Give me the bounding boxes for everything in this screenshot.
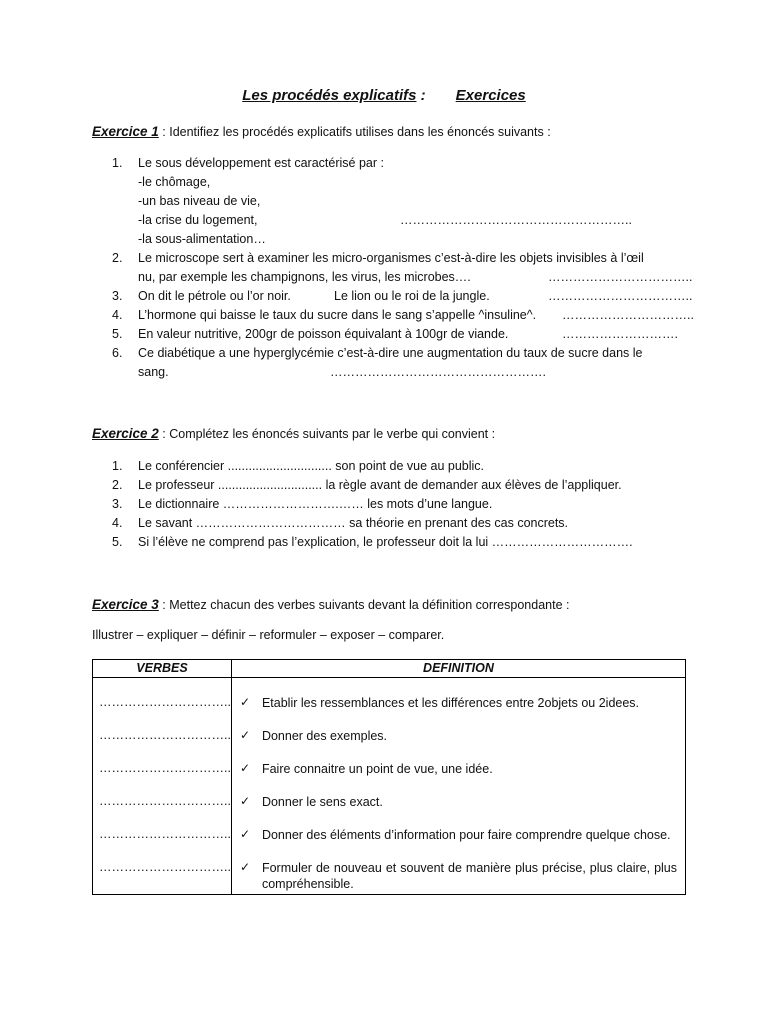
verb-blank: ………………………….. bbox=[93, 843, 232, 895]
checkmark-icon: ✓ bbox=[239, 728, 251, 742]
list-item: 1. Le conférencier .............................. son point de vue au public. bbox=[112, 459, 485, 473]
verb-blank: ………………………….. bbox=[93, 744, 232, 777]
exercise-1-list bbox=[112, 154, 694, 382]
page-title bbox=[0, 87, 768, 104]
title-colon: : bbox=[416, 87, 426, 104]
list-item: 3. On dit le pétrole ou l’or noir. Le lion ou le roi de la jungle. …………………………….. bbox=[112, 287, 678, 306]
answer-dots: ……………………………………………. bbox=[330, 365, 546, 379]
answer-dots: ……………………………………………….. bbox=[400, 213, 632, 227]
title-left: Les procédés explicatifs bbox=[242, 87, 417, 104]
exercise-3-label: Exercice 3 bbox=[92, 597, 159, 612]
checkmark-icon: ✓ bbox=[239, 860, 251, 874]
exercise-3-instruction: : Mettez chacun des verbes suivants devant la définition correspondante : bbox=[158, 598, 570, 612]
column-header-definition: DEFINITION bbox=[231, 660, 685, 678]
verb-blank: ………………………….. bbox=[93, 711, 232, 744]
table-row: ………………………….. ✓ Donner le sens exact. bbox=[93, 777, 686, 810]
list-item: 5. Si l’élève ne comprend pas l’explication, le professeur doit la lui ……………………………. bbox=[112, 535, 633, 549]
exercise-2-label: Exercice 2 bbox=[92, 426, 159, 441]
definition-table bbox=[92, 659, 686, 895]
exercise-2-list bbox=[112, 457, 678, 552]
exercise-1-instruction: : Identifiez les procédés explicatifs utilises dans les énoncés suivants : bbox=[158, 125, 551, 139]
column-header-verbes: VERBES bbox=[93, 660, 232, 678]
table-row: ………………………….. ✓ Faire connaitre un point de vue, une idée. bbox=[93, 744, 686, 777]
answer-dots: ………………………. bbox=[562, 327, 678, 341]
list-item: 2. Le professeur .............................. la règle avant de demander aux élèves de l’appliquer. bbox=[112, 478, 622, 492]
title-right: Exercices bbox=[455, 87, 526, 104]
verb-blank: ………………………….. bbox=[93, 810, 232, 843]
list-item: 6. Ce diabétique a une hyperglycémie c’est-à-dire une augmentation du taux de sucre dans le sang. ……………………………………………. bbox=[112, 344, 678, 382]
verbs-list: Illustrer – expliquer – définir – reformuler – exposer – comparer. bbox=[92, 628, 445, 642]
answer-dots: …………………………….. bbox=[548, 270, 693, 284]
answer-dots: …………………………….. bbox=[548, 289, 693, 303]
list-item: 1. Le sous développement est caractérisé par : -le chômage, -un bas niveau de vie, -la crise du logement, ……………………………………………….. -la sous-alimentation… bbox=[112, 156, 632, 246]
exercise-1-label: Exercice 1 bbox=[92, 124, 159, 139]
checkmark-icon: ✓ bbox=[239, 761, 251, 775]
table-row: ………………………….. ✓ Etablir les ressemblances et les différences entre 2objets ou 2idees. bbox=[93, 678, 686, 712]
list-item: 4. L’hormone qui baisse le taux du sucre dans le sang s’appelle ^insuline^. ………………………….. bbox=[112, 306, 678, 325]
checkmark-icon: ✓ bbox=[239, 695, 251, 709]
exercise-3-heading bbox=[92, 597, 569, 612]
table-row: ………………………….. ✓ Donner des exemples. bbox=[93, 711, 686, 744]
answer-dots: ………………………….. bbox=[562, 308, 694, 322]
checkmark-icon: ✓ bbox=[239, 794, 251, 808]
table-row: ………………………….. ✓ Formuler de nouveau et souvent de manière plus précise, plus claire, plus compréhensible. bbox=[93, 843, 686, 895]
verb-blank: ………………………….. bbox=[93, 678, 232, 712]
list-item: 4. Le savant ……………………………… sa théorie en prenant des cas concrets. bbox=[112, 516, 569, 530]
exercise-2-heading bbox=[92, 426, 495, 441]
checkmark-icon: ✓ bbox=[239, 827, 251, 841]
list-item: 3. Le dictionnaire ……………………….…… les mots d’une langue. bbox=[112, 497, 493, 511]
table-row: ………………………….. ✓ Donner des éléments d’information pour faire comprendre quelque chose. bbox=[93, 810, 686, 843]
exercise-1-heading bbox=[92, 124, 551, 139]
verb-blank: ………………………….. bbox=[93, 777, 232, 810]
list-item: 2. Le microscope sert à examiner les micro-organismes c’est-à-dire les objets invisibles à l’œil nu, par exemple les champignons, les virus, les microbes…. …………………………….. bbox=[112, 249, 678, 287]
exercise-2-instruction: : Complétez les énoncés suivants par le verbe qui convient : bbox=[158, 427, 496, 441]
list-item: 5. En valeur nutritive, 200gr de poisson équivalant à 100gr de viande. ………………………. bbox=[112, 325, 678, 344]
